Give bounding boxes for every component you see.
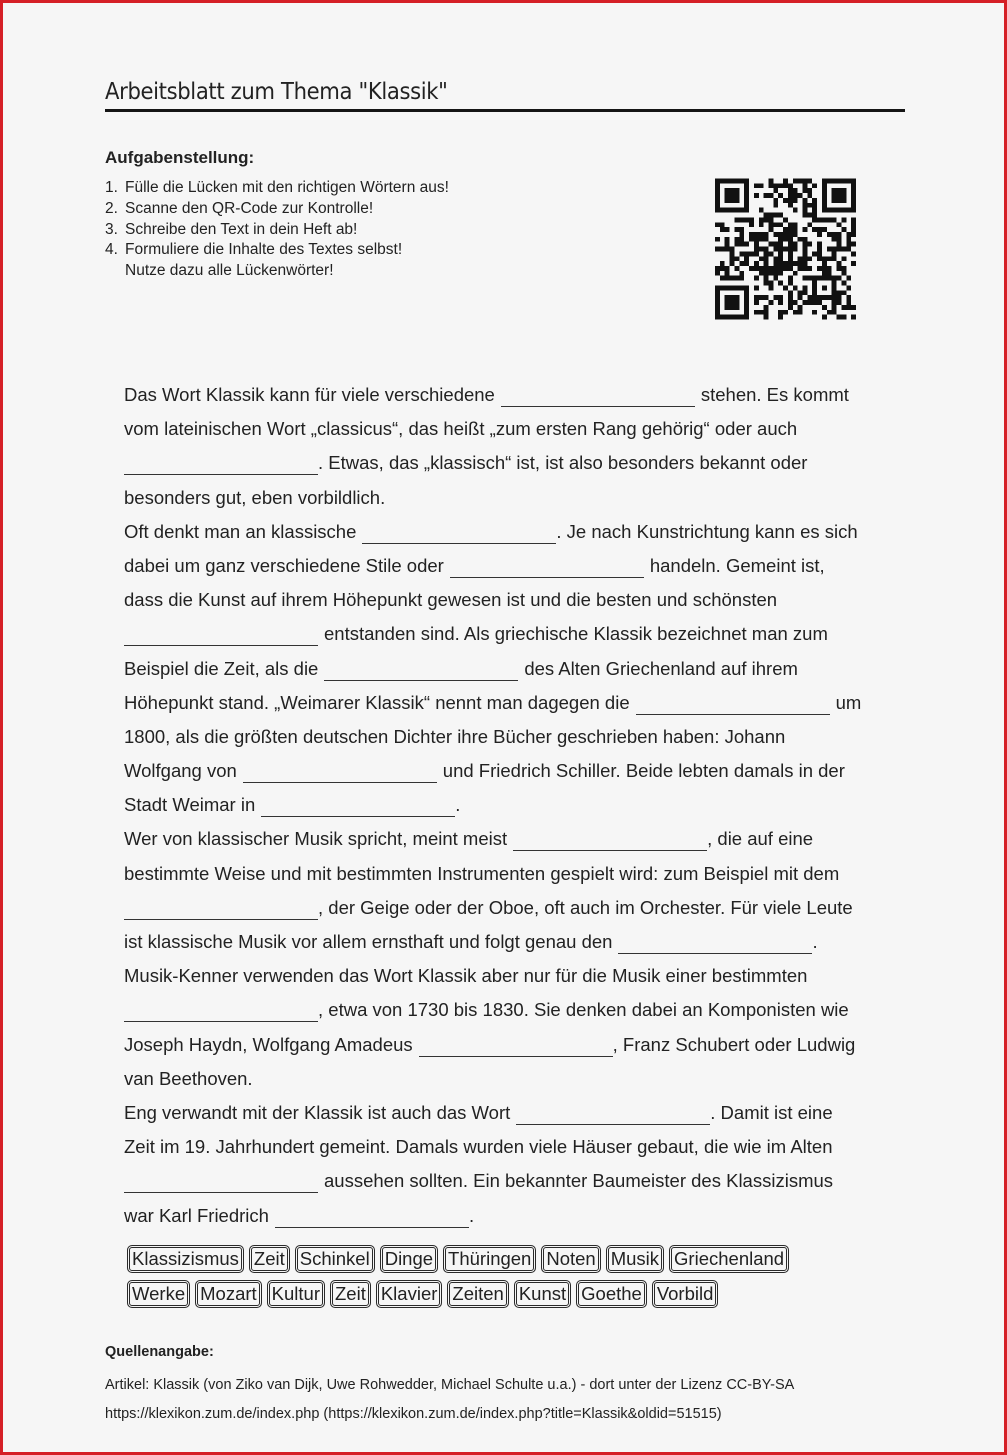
word-chip[interactable]: Noten xyxy=(541,1245,600,1273)
blank-field[interactable] xyxy=(501,386,695,407)
task-heading: Aufgabenstellung: xyxy=(105,148,255,167)
text-line xyxy=(124,481,914,515)
text-line xyxy=(124,583,914,617)
text-segment: , Franz Schubert oder Ludwig xyxy=(612,1033,856,1055)
text-segment: Stadt Weimar in xyxy=(124,794,256,816)
text-line xyxy=(124,1028,914,1062)
task-list xyxy=(105,178,665,282)
text-line xyxy=(124,652,914,686)
text-segment: . Etwas, das „klassisch“ ist, ist also besonders bekannt oder xyxy=(318,452,808,474)
text-line xyxy=(124,959,914,993)
blank-field[interactable] xyxy=(362,523,556,544)
text-segment: . xyxy=(468,1204,475,1226)
blank-field[interactable] xyxy=(124,1172,318,1193)
text-line xyxy=(124,446,914,480)
title-underline xyxy=(105,109,905,112)
text-segment: Höhepunkt stand. „Weimarer Klassik“ nennt man dagegen die xyxy=(124,691,630,713)
blank-field[interactable] xyxy=(124,1001,318,1022)
text-segment: Das Wort Klassik kann für viele verschiedene xyxy=(124,384,495,405)
text-segment: Beispiel die Zeit, als die xyxy=(124,657,319,679)
text-line xyxy=(124,412,914,446)
task-text: Schreibe den Text in dein Heft ab! xyxy=(125,220,358,238)
text-segment: Zeit im 19. Jahrhundert gemeint. Damals wurden viele Häuser gebaut, die wie im Alten xyxy=(124,1136,833,1158)
task-number: 4. xyxy=(105,241,118,259)
text-line xyxy=(124,1130,914,1164)
source-line: https://klexikon.zum.de/index.php (https://klexikon.zum.de/index.php?title=Klassik&oldid=51515) xyxy=(105,1406,722,1422)
task-item xyxy=(105,199,665,220)
word-chip[interactable]: Werke xyxy=(127,1280,190,1308)
blank-field[interactable] xyxy=(324,660,518,681)
blank-field[interactable] xyxy=(419,1036,613,1057)
text-segment: stehen. Es kommt xyxy=(700,384,849,405)
word-chip[interactable]: Schinkel xyxy=(295,1245,375,1273)
text-segment: 1800, als die größten deutschen Dichter ihre Bücher geschrieben haben: Johann xyxy=(124,725,786,747)
word-chip[interactable]: Klavier xyxy=(376,1280,443,1308)
word-chip[interactable]: Vorbild xyxy=(652,1280,719,1308)
word-chip[interactable]: Kunst xyxy=(514,1280,571,1308)
text-line xyxy=(124,788,914,822)
text-line xyxy=(124,686,914,720)
task-text: Formuliere die Inhalte des Textes selbst! xyxy=(125,241,403,259)
word-bank xyxy=(127,1245,907,1315)
word-chip[interactable]: Klassizismus xyxy=(127,1245,244,1273)
text-line xyxy=(124,378,914,412)
text-line xyxy=(124,1199,914,1233)
source-line: Artikel: Klassik (von Ziko van Dijk, Uwe Rohwedder, Michael Schulte u.a.) - dort unter der Lizenz CC-BY-SA xyxy=(105,1377,795,1393)
text-segment: Wolfgang von xyxy=(124,760,237,782)
text-segment: vom lateinischen Wort „classicus“, das heißt „zum ersten Rang gehörig“ oder auch xyxy=(124,418,798,440)
source-text xyxy=(105,1371,925,1429)
blank-field[interactable] xyxy=(124,899,318,920)
text-segment: Oft denkt man an klassische xyxy=(124,520,357,542)
task-text: Fülle die Lücken mit den richtigen Wörtern aus! xyxy=(125,179,449,196)
task-item xyxy=(105,220,665,241)
text-segment: , etwa von 1730 bis 1830. Sie denken dabei an Komponisten wie xyxy=(318,999,849,1021)
text-segment: , der Geige oder der Oboe, oft auch im Orchester. Für viele Leute xyxy=(318,896,853,918)
task-item xyxy=(105,261,665,282)
qr-code-icon xyxy=(715,178,856,320)
text-line xyxy=(124,1096,914,1130)
text-segment: . xyxy=(812,931,818,952)
text-segment: ist klassische Musik vor allem ernsthaft und folgt genau den xyxy=(124,931,613,952)
task-item xyxy=(105,240,665,261)
text-line xyxy=(124,549,914,583)
blank-field[interactable] xyxy=(516,1104,710,1125)
word-bank-row xyxy=(127,1245,907,1273)
text-segment: handeln. Gemeint ist, xyxy=(649,554,825,576)
cloze-text xyxy=(124,378,914,1233)
blank-field[interactable] xyxy=(618,933,812,954)
source-heading: Quellenangabe: xyxy=(105,1344,214,1360)
word-chip[interactable]: Dinge xyxy=(380,1245,438,1273)
blank-field[interactable] xyxy=(513,830,707,851)
task-number: 2. xyxy=(105,199,118,217)
text-segment: des Alten Griechenland auf ihrem xyxy=(524,657,798,679)
word-chip[interactable]: Kultur xyxy=(267,1280,325,1308)
text-segment: um xyxy=(835,691,862,713)
text-segment: , die auf eine xyxy=(707,828,814,850)
text-line xyxy=(124,925,914,959)
word-chip[interactable]: Griechenland xyxy=(669,1245,789,1273)
text-line xyxy=(124,720,914,754)
text-segment: besonders gut, eben vorbildlich. xyxy=(124,486,386,508)
word-chip[interactable]: Goethe xyxy=(576,1280,647,1308)
word-chip[interactable]: Zeit xyxy=(330,1280,371,1308)
task-text: Scanne den QR-Code zur Kontrolle! xyxy=(125,199,374,217)
text-segment: Joseph Haydn, Wolfgang Amadeus xyxy=(124,1033,413,1055)
text-segment: bestimmte Weise und mit bestimmten Instrumenten gespielt wird: zum Beispiel mit dem xyxy=(124,862,840,884)
text-line xyxy=(124,857,914,891)
text-line xyxy=(124,754,914,788)
task-item xyxy=(105,178,665,199)
text-segment: Musik-Kenner verwenden das Wort Klassik aber nur für die Musik einer bestimmten xyxy=(124,965,808,987)
blank-field[interactable] xyxy=(243,762,437,783)
text-segment: van Beethoven. xyxy=(124,1067,253,1089)
text-segment: und Friedrich Schiller. Beide lebten damals in der xyxy=(442,760,845,782)
blank-field[interactable] xyxy=(124,625,318,646)
text-line xyxy=(124,822,914,856)
text-segment: entstanden sind. Als griechische Klassik bezeichnet man zum xyxy=(324,623,828,645)
text-segment: . Je nach Kunstrichtung kann es sich xyxy=(556,520,858,542)
text-line xyxy=(124,515,914,549)
text-segment: . xyxy=(455,794,461,816)
word-chip[interactable]: Mozart xyxy=(195,1280,262,1308)
text-line xyxy=(124,617,914,651)
task-text: Nutze dazu alle Lückenwörter! xyxy=(125,262,334,280)
text-segment: dass die Kunst auf ihrem Höhepunkt gewesen ist und die besten und schönsten xyxy=(124,589,778,611)
text-line xyxy=(124,993,914,1027)
text-line xyxy=(124,1062,914,1096)
word-chip[interactable]: Zeit xyxy=(249,1245,290,1273)
word-chip[interactable]: Thüringen xyxy=(443,1245,536,1273)
word-bank-row xyxy=(127,1280,907,1308)
text-line xyxy=(124,891,914,925)
text-segment: . Damit ist eine xyxy=(710,1101,833,1123)
blank-field[interactable] xyxy=(124,454,318,475)
text-segment: Eng verwandt mit der Klassik ist auch das Wort xyxy=(124,1101,511,1123)
text-segment: aussehen sollten. Ein bekannter Baumeister des Klassizismus xyxy=(324,1170,834,1192)
text-line xyxy=(124,1164,914,1198)
blank-field[interactable] xyxy=(261,796,455,817)
word-chip[interactable]: Musik xyxy=(606,1245,664,1273)
blank-field[interactable] xyxy=(275,1207,469,1228)
blank-field[interactable] xyxy=(636,694,830,715)
text-segment: Wer von klassischer Musik spricht, meint meist xyxy=(124,828,508,850)
blank-field[interactable] xyxy=(450,557,644,578)
task-number: 3. xyxy=(105,220,118,238)
task-number: 1. xyxy=(105,179,118,196)
word-chip[interactable]: Zeiten xyxy=(447,1280,508,1308)
text-segment: dabei um ganz verschiedene Stile oder xyxy=(124,554,444,576)
text-segment: war Karl Friedrich xyxy=(124,1204,269,1226)
worksheet-title: Arbeitsblatt zum Thema "Klassik" xyxy=(105,79,448,105)
